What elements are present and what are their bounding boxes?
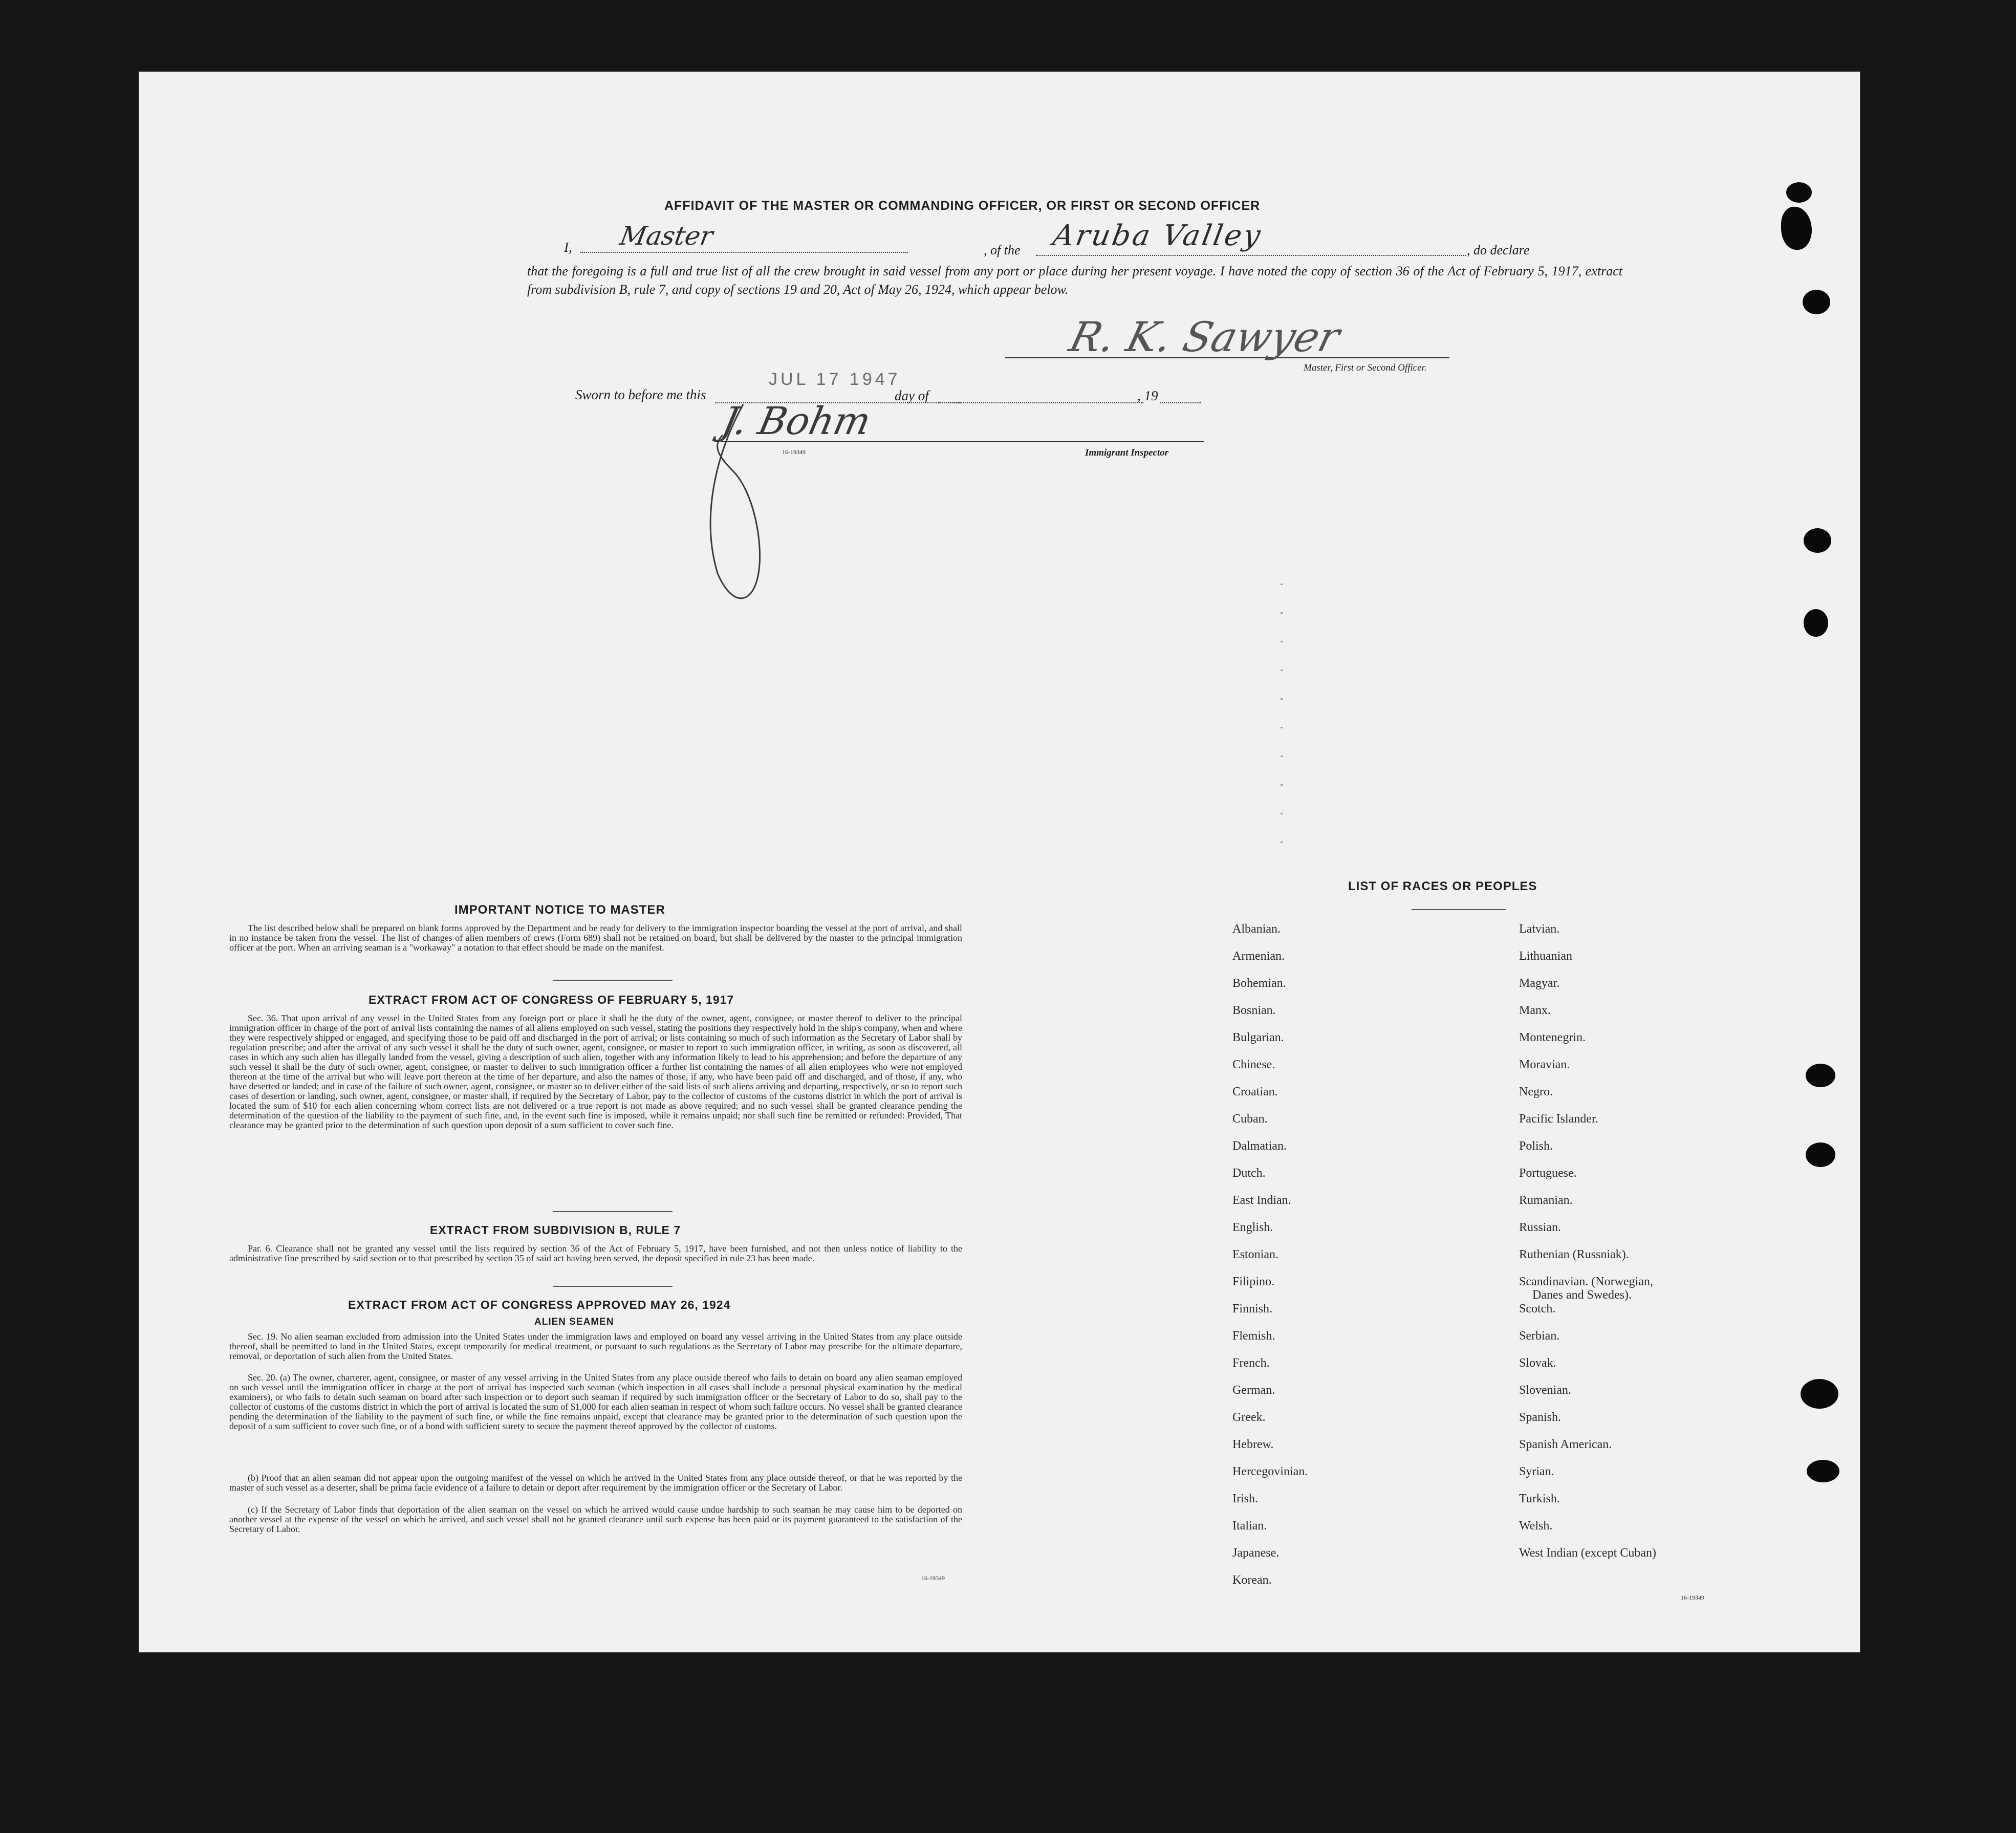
handwritten-master: Master [617, 221, 716, 251]
race-item: Bohemian. [1232, 977, 1286, 990]
master-name-line [580, 252, 908, 253]
extract-1924-sec19: Sec. 19. No alien seaman excluded from admission into the United States under the immigration laws and employed on board any vessel arriving in the United States from any place outside thereof, shall be permitted to land in the United States, except temporarily for medical treatment, or pursuant to such regulations as the Secretary of Labor may prescribe for the ultimate departure, removal, or deportation of such alien from the United States. [229, 1331, 962, 1361]
binder-hole-5 [1804, 609, 1828, 637]
race-item: Latvian. [1519, 922, 1560, 936]
race-item: Dutch. [1232, 1167, 1266, 1180]
race-item: Ruthenian (Russniak). [1519, 1248, 1629, 1261]
stray-dots [1281, 584, 1283, 850]
race-item: Serbian. [1519, 1329, 1560, 1343]
race-item: East Indian. [1232, 1194, 1291, 1207]
binder-hole-8 [1801, 1379, 1838, 1409]
race-item: Montenegrin. [1519, 1031, 1586, 1044]
race-item: Hercegovinian. [1232, 1465, 1308, 1478]
affidavit-i-label: I, [564, 240, 572, 255]
race-item: Manx. [1519, 1004, 1551, 1017]
binder-hole-6 [1806, 1064, 1835, 1087]
inspector-signature-loop [682, 389, 784, 614]
extract-1924-sec20a: Sec. 20. (a) The owner, charterer, agent, consignee, or master of any vessel arriving in the United States from any place outside thereof who fails to detain on board any alien seaman employed on such vessel until the immigration officer in charge at the port of arrival has inspected such seaman (which inspection in all cases shall include a personal physical examination by the medical examiners), or who fails to detain such seaman on board after such inspection or to deport such seaman if required by such immigration officer or the Secretary of Labor to do so, shall pay to the collector of customs of the customs district in which the port of arrival is located the sum of $1,000 for each alien seaman in respect of whom such failure occurs. No vessel shall be granted clearance pending the determination of the liability to the payment of such fine, or while the fine remains unpaid, except that clearance may be granted prior to the determination of such question upon the deposit of a sum sufficient to cover such fine, or of a bond with sufficient surety to secure the payment thereof approved by the collector of customs. [229, 1372, 962, 1431]
binder-hole-4 [1804, 528, 1831, 553]
race-item: Moravian. [1519, 1058, 1570, 1071]
race-item: Negro. [1519, 1085, 1553, 1098]
race-item: Spanish American. [1519, 1438, 1612, 1451]
day-of-label: day of [895, 388, 929, 403]
race-item: Slovenian. [1519, 1384, 1571, 1397]
race-item: German. [1232, 1384, 1275, 1397]
binder-hole-3 [1803, 290, 1830, 314]
race-item: West Indian (except Cuban) [1519, 1546, 1656, 1560]
inspector-caption: Immigrant Inspector [1085, 447, 1169, 458]
separator-1 [553, 980, 673, 981]
sworn-label: Sworn to before me this [575, 387, 706, 402]
affidavit-body: that the foregoing is a full and true list of all the crew brought in said vessel from any port or place during her present voyage. I have noted the copy of section 36 of the Act of February 5, 1917, extract from subdivision B, rule 7, and copy of sections 19 and 20, Act of May 26, 1924, which appear below. [527, 264, 1622, 297]
race-item: Croatian. [1232, 1085, 1278, 1098]
race-item: Syrian. [1519, 1465, 1554, 1478]
document-page [139, 72, 1860, 1652]
race-item: Finnish. [1232, 1302, 1273, 1316]
race-item: English. [1232, 1221, 1273, 1234]
separator-3 [553, 1286, 673, 1287]
notice-body: The list described below shall be prepared on blank forms approved by the Department and be ready for delivery to the immigration inspector boarding the vessel at the port of arrival, and shall in no instance be taken from the vessel. The list of changes of alien members of crews (Form 689) shall not be retained on board, but shall be delivered by the master to the principal immigration officer at the port. When an arriving seaman is a "workaway" a notation to that effect should be made on the manifest. [229, 923, 962, 953]
race-item: Turkish. [1519, 1492, 1560, 1505]
race-item: Hebrew. [1232, 1438, 1274, 1451]
officer-signature: R. K. Sawyer [1065, 313, 1345, 361]
binder-hole-7 [1806, 1142, 1835, 1167]
race-item: Russian. [1519, 1221, 1562, 1234]
race-item: Slovak. [1519, 1356, 1556, 1370]
extract-rule7-body: Par. 6. Clearance shall not be granted any vessel until the lists required by section 36 of the Act of February 5, 1917, have been furnished, and not then unless notice of liability to the administrative fine prescribed by said section or to that prescribed by section 35 of said act having been served, the deposit specified in rule 23 has been made. [229, 1243, 962, 1263]
race-item: Bosnian. [1232, 1004, 1276, 1017]
vessel-name-line [1036, 255, 1466, 256]
extract-1917-title: EXTRACT FROM ACT OF CONGRESS OF FEBRUARY 5, 1917 [368, 993, 734, 1006]
binder-hole-9 [1807, 1460, 1839, 1482]
race-item: Scandinavian. (Norwegian, [1519, 1275, 1653, 1288]
race-item: Estonian. [1232, 1248, 1278, 1261]
race-item: Danes and Swedes). [1532, 1288, 1632, 1302]
race-item: Rumanian. [1519, 1194, 1573, 1207]
race-item: Cuban. [1232, 1112, 1268, 1126]
extract-1924-sec20c: (c) If the Secretary of Labor finds that deportation of the alien seaman on the vessel on which he arrived would cause undue hardship to such seaman he may cause him to be deported on another vessel at the expense of the vessel on which he arrived, and such vessel shall not be granted clearance until such expense has been paid or its payment guaranteed to the satisfaction of the Secretary of Labor. [229, 1504, 962, 1534]
race-item: Greek. [1232, 1411, 1266, 1424]
race-item: Polish. [1519, 1139, 1553, 1153]
extract-form-number: 16-19349 [921, 1575, 945, 1582]
race-item: Japanese. [1232, 1546, 1280, 1560]
extract-1924-sec20b: (b) Proof that an alien seaman did not appear upon the outgoing manifest of the vessel on which he arrived in the United States from any place outside thereof, or that he was reported by the master of such vessel as a deserter, shall be prima facie evidence of a failure to detain or deport after requirement by the immigration officer or the Secretary of Labor. [229, 1473, 962, 1493]
separator-2 [553, 1211, 673, 1212]
race-item: Scotch. [1519, 1302, 1556, 1316]
races-separator [1412, 909, 1506, 910]
race-item: Spanish. [1519, 1411, 1562, 1424]
sworn-month-line [939, 402, 1143, 403]
race-item: Bulgarian. [1232, 1031, 1284, 1044]
race-item: Pacific Islander. [1519, 1112, 1598, 1126]
affidavit-of-the-label: , of the [984, 243, 1021, 257]
sworn-year-line [1160, 402, 1201, 403]
race-item: Magyar. [1519, 977, 1560, 990]
race-item: Irish. [1232, 1492, 1258, 1505]
race-item: Armenian. [1232, 950, 1285, 963]
year-label: , 19 [1137, 388, 1158, 403]
race-item: Welsh. [1519, 1519, 1553, 1533]
notice-title: IMPORTANT NOTICE TO MASTER [454, 903, 665, 917]
affidavit-title: AFFIDAVIT OF THE MASTER OR COMMANDING OFFICER, OR FIRST OR SECOND OFFICER [664, 199, 1261, 213]
extract-1917-body: Sec. 36. That upon arrival of any vessel in the United States from any foreign port or place it shall be the duty of the owner, agent, consignee, or master thereof to deliver to the principal immigration officer in charge of the port of arrival lists containing the names of all aliens employed on such vessel, stating the positions they respectively hold in the ship's company, when and where they were respectively shipped or engaged, and specifying those to be paid off and discharged in the port of arrival; or lists containing so much of such information as the Secretary of Labor shall by regulation prescribe; and after the arrival of any such vessel it shall be the duty of such owner, agent, consignee, or master to report to such immigration officer, in writing, as soon as discovered, all cases in which any such alien has illegally landed from the vessel, giving a description of such alien, together with any information likely to lead to his apprehension; and before the departure of any such vessel it shall be the duty of such owner, agent, consignee, or master to deliver to such immigration officer a further list containing the names of all alien employees who were not employed thereon at the time of the arrival but who will leave port thereon at the time of her departure, and also the names of those, if any, who have been paid off and discharged, and of those, if any, who have deserted or landed; and in case of the failure of such owner, agent, consignee, or master so to deliver either of the said lists of such aliens arriving and departing, respectively, or so to report such cases of desertion or landing, such owner, agent, consignee, or master shall, if required by the Secretary of Labor, pay to the collector of customs of the customs district in which the port of arrival is located the sum of $10 for each alien concerning whom correct lists are not delivered or a true report is not made as above required; and no such vessel shall be granted clearance pending the determination of the question of the liability to the payment of such fine, and, in the event such fine is imposed, while it remains unpaid; nor shall such fine be remitted or refunded: Provided, That clearance may be granted prior to the determination of such question upon deposit of a sum sufficient to cover such fine. [229, 1013, 962, 1130]
race-item: Italian. [1232, 1519, 1267, 1533]
inspector-signature: J. Bohm [718, 399, 875, 443]
race-item: Flemish. [1232, 1329, 1275, 1343]
race-item: Korean. [1232, 1573, 1272, 1587]
race-item: Filipino. [1232, 1275, 1275, 1288]
races-form-number: 16-19349 [1681, 1594, 1704, 1601]
extract-rule7-title: EXTRACT FROM SUBDIVISION B, RULE 7 [430, 1223, 681, 1237]
race-item: Dalmatian. [1232, 1139, 1287, 1153]
officer-caption: Master, First or Second Officer. [1304, 362, 1427, 373]
race-item: Lithuanian [1519, 950, 1572, 963]
race-item: Chinese. [1232, 1058, 1275, 1071]
race-item: Portuguese. [1519, 1167, 1577, 1180]
affidavit-do-declare: , do declare [1467, 243, 1530, 257]
binder-hole-1 [1786, 182, 1812, 203]
extract-1924-title: EXTRACT FROM ACT OF CONGRESS APPROVED MAY 26, 1924 [348, 1298, 731, 1311]
extract-1924-subtitle: ALIEN SEAMEN [534, 1317, 614, 1327]
races-title: LIST OF RACES OR PEOPLES [1348, 879, 1537, 893]
affidavit-form-number: 16-19349 [782, 448, 806, 456]
race-item: Albanian. [1232, 922, 1281, 936]
date-stamp: JUL 17 1947 [769, 370, 901, 389]
handwritten-vessel: Aruba Valley [1050, 219, 1265, 252]
race-item: French. [1232, 1356, 1270, 1370]
